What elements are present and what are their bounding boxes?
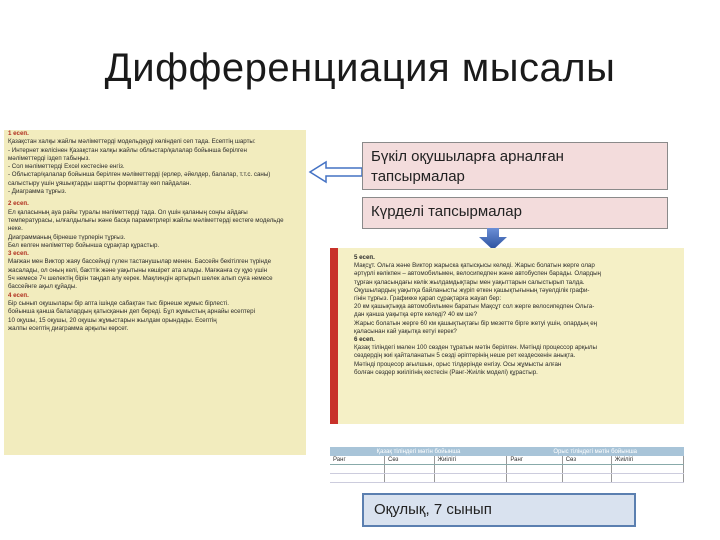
rank-frequency-table: [330, 447, 684, 487]
text-line: жасалады, ол оның келі, бакттік және уақытыны көшірет ата алады. Мағжанға су құю үшін: [8, 266, 268, 274]
table-col: Жиілігі: [611, 456, 683, 465]
arrow-left-icon: [308, 160, 364, 184]
table-col: Ранг: [330, 456, 384, 465]
text-line: температурасы, ылғалдылығы және басқа параметрлері жайлы мәліметтерді кестеге модельде: [8, 216, 284, 224]
text-line: Жарыс болатын жерге 60 км қашықтықтағы бір мезетте бірге жетуі үшін, олардың ең: [354, 319, 598, 327]
text-line: Мағжан мен Виктор жаяу бассейнді гүлен тастанушылар менен. Бассейн бекітілген түрінде: [8, 258, 272, 266]
text-line: Бел келген мәліметтер бойынша сұрақтар құрастыр.: [8, 241, 160, 249]
text-line: - Диаграмма тұрғыз.: [8, 188, 67, 196]
text-line: әртүрлі көлікпен – автомобильмен, велосипедпен және автобуспен барады. Олардың: [354, 270, 601, 278]
text-line: 20 км қашықтыққа автомобильмен баратын Мақсұт сол жерге велосипедпен Ольга-: [354, 303, 595, 311]
text-line: салыстыру үшін ұяшықтарды шартты форматтау көп пайдалан.: [8, 179, 192, 187]
text-line: бойынша қанша балалардың қатысқанын деп береді. Бұл жұмыстың арнайы есептері: [8, 308, 255, 316]
left-scanned-page: [4, 130, 306, 455]
text-line: тұрған қаласындағы көлік жылдамдықтары мен уақыттарын салыстырып талда.: [354, 278, 585, 286]
table-col: Сөз: [562, 456, 611, 465]
text-line: Диаграмманың бірнеше түрлерін тұрғыз.: [8, 233, 126, 241]
page-title: Дифференциация мысалы: [104, 46, 616, 90]
text-line: гінін тұрғыз. Графикке қарап сұрақтарға жауап бер:: [354, 295, 502, 303]
text-line: Мәтінді процесор ағылшын, орыс тілдерінде енгізу. Осы жұмысты алған: [354, 360, 562, 368]
task-heading: 6 есеп.: [354, 336, 375, 344]
text-line: неке.: [8, 225, 23, 233]
text-line: болған сөздер жиілігінің кестесін (Ранг-Жиілік моделі) құрастыр.: [354, 368, 538, 376]
text-line: сөздердің жиі қайталанатын 5 сөзді әріптерінің неше рет кездескенін анықта.: [354, 352, 576, 360]
all-students-tasks-box: Бүкіл оқушыларға арналған тапсырмалар: [362, 142, 668, 190]
text-line: Оқушылардың уақытқа байланысты жүріп өткен қашықтығының тәуелділік графи-: [354, 286, 590, 294]
red-margin-bar: [330, 248, 338, 424]
text-line: - Облыстар/қалалар бойынша берілген мәліметтерді (ерлер, әйелдер, балалар, т.т.с. саны): [8, 171, 271, 179]
text-line: 10 оқушы, 15 оқушы, 20 оқушы жұмыстарын жылдам орындады. Есептің: [8, 316, 217, 324]
arrow-down-icon: [478, 228, 508, 250]
text-line: - Интернет желісінен Қазақстан халқы жайлы облыстар/қалалар бойынша берілген: [8, 146, 247, 154]
table-col: Сөз: [384, 456, 434, 465]
text-line: Қазақстан халқы жайлы мәліметтерді модельдеуді көлінделі сеп тада. Есептің шарты:: [8, 138, 256, 146]
text-line: 5ч немесе 7ч шелектің бірін таңдап алу керек. Мақлиндін артырып шелек алып суға немесе: [8, 275, 273, 283]
table-header-russian: Орыс тіліндегі мәтін бойынша: [507, 447, 684, 456]
text-line: Қазақ тіліндегі мәлен 100 сөзден тұратын мәтін берілген. Мәтінді процессор арқылы: [354, 344, 597, 352]
textbook-caption-box: Оқулық, 7 сынып: [362, 493, 636, 527]
task-heading: 4 есеп.: [8, 291, 29, 299]
text-line: - Сол мәліметтерді Excel кестесіне енгіз.: [8, 163, 125, 171]
text-line: жалпы есептің диаграмма арқылы көрсет.: [8, 324, 129, 332]
text-line: Ел қаласының ауа райы туралы мәліметтерді тада. Ол үшін қаланың соңғы айдағы: [8, 208, 248, 216]
text-line: Мақсұт. Ольга және Виктор жарыска қатысқысы келеді. Жарыс болатын жерге олар: [354, 262, 595, 270]
text-line: Бір сынып оқушылары бір апта ішінде сабақтан тыс бірнеше жұмыс бірлесті.: [8, 299, 229, 307]
right-task-text: [354, 254, 680, 377]
text-line: мәліметтерді іздеп табыңыз.: [8, 154, 91, 162]
table-header-kazakh: Қазақ тіліндегі мәтін бойынша: [330, 447, 507, 456]
task-heading: 3 есеп.: [8, 250, 29, 258]
right-scanned-task: [330, 248, 684, 424]
text-line: қаласынан кай уақытқа кетуі керек?: [354, 327, 457, 335]
text-line: бассейнге ақыл құйады.: [8, 283, 78, 291]
table-col: Жиілігі: [434, 456, 507, 465]
text-line: дан қанша уақытқа ерте келеді? 40 км ше?: [354, 311, 478, 319]
complex-tasks-box: Күрделі тапсырмалар: [362, 197, 668, 229]
task-heading: 2 есеп.: [8, 200, 29, 208]
task-heading: 5 есеп.: [354, 254, 375, 261]
table-col: Ранг: [507, 456, 562, 465]
task-heading: 1 есеп.: [8, 130, 29, 137]
